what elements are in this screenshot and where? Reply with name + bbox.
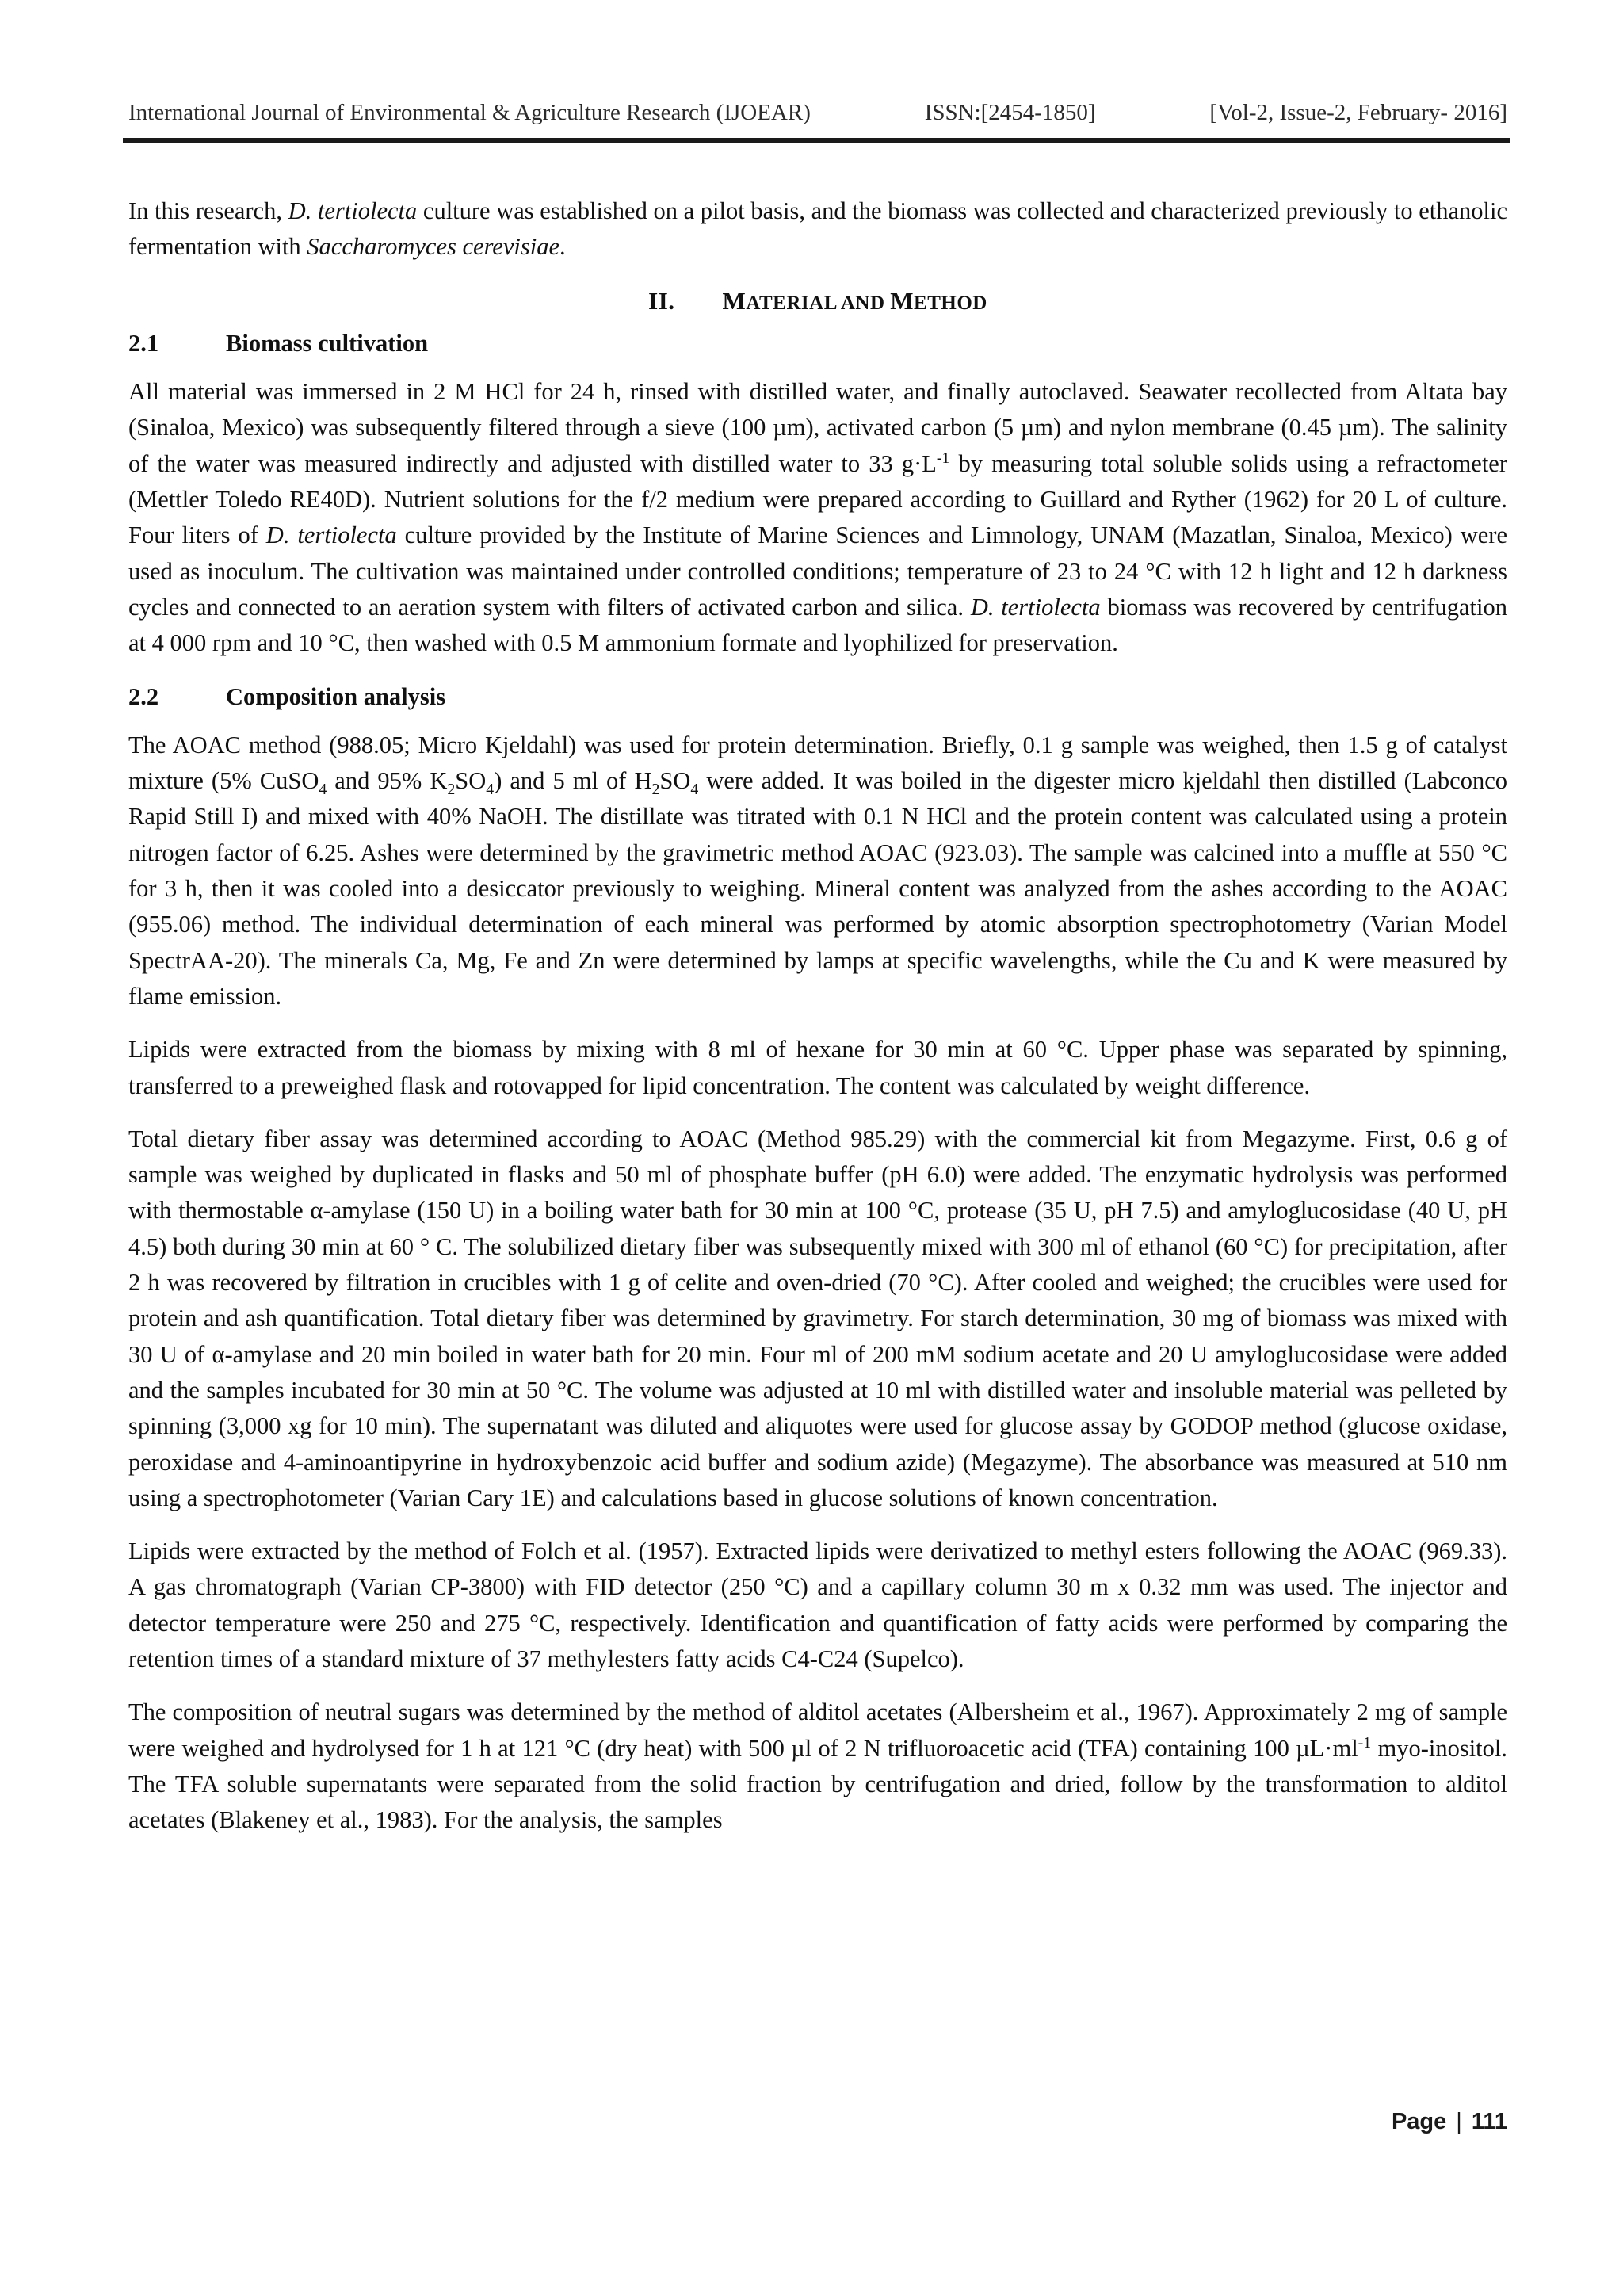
volume-issue: [Vol-2, Issue-2, February- 2016] <box>1209 100 1507 125</box>
subsection-title: Biomass cultivation <box>226 329 429 357</box>
issn: ISSN:[2454-1850] <box>924 100 1096 125</box>
paragraph-biomass-cultivation: All material was immersed in 2 M HCl for 24 h, rinsed with distilled water, and finally autoclaved. Seawater recollected from Altata bay (Sinaloa, Mexico) was subsequently filtered through a sieve (100 µm), activated carbon (5 µm) and nylon membrane (0.45 µm). The salinity of the water was measured indirectly and adjusted with distilled water to 33 $g\cdot L^{-1}$ by measuring total soluble solids using a refractometer (Mettler Toledo RE40D). Nutrient solutions for the f/2 medium were prepared according to Guillard and Ryther (1962) for 20 L of culture. Four liters of D. tertiolecta culture provided by the Institute of Marine Sciences and Limnology, UNAM (Mazatlan, Sinaloa, Mexico) were used as inoculum. The cultivation was maintained under controlled conditions; temperature of 23 to 24 °C with 12 h light and 12 h darkness cycles and connected to an aeration system with filters of activated carbon and silica. D. tertiolecta biomass was recovered by centrifugation at 4 000 rpm and 10 °C, then washed with 0.5 M ammonium formate and lyophilized for preservation. <box>128 378 1507 657</box>
page-footer <box>1392 2109 1507 2135</box>
subsection-heading-2-1 <box>128 326 1507 361</box>
subsection-title: Composition analysis <box>226 682 446 710</box>
paragraph-fatty-acids: Lipids were extracted by the method of Folch et al. (1957). Extracted lipids were derivatized to methyl esters following the AOAC (969.33). A gas chromatograph (Varian CP-3800) with FID detector (250 °C) and a capillary column 30 m x 0.32 mm was used. The injector and detector temperature were 250 and 275 °C, respectively. Identification and quantification of fatty acids were performed by comparing the retention times of a standard mixture of 37 methylesters fatty acids C4-C24 (Supelco). <box>128 1538 1507 1672</box>
subsection-number: 2.2 <box>128 682 159 710</box>
running-header <box>128 100 1507 126</box>
journal-title: International Journal of Environmental & Agriculture Research (IJOEAR) <box>128 100 811 125</box>
page-label: Page <box>1391 2109 1447 2134</box>
paragraph-lipids: Lipids were extracted from the biomass by mixing with 8 ml of hexane for 30 min at 60 °C. Upper phase was separated by spinning, transferred to a preweighed flask and rotovapped for lipid concentration. The content was calculated by weight difference. <box>128 1036 1507 1099</box>
page-number: 111 <box>1471 2109 1507 2134</box>
page-body <box>128 193 1507 1855</box>
paragraph-neutral-sugars: The composition of neutral sugars was determined by the method of alditol acetates (Albersheim et al., 1967). Approximately 2 mg of sample were weighed and hydrolysed for 1 h at 121 °C (dry heat) with 500 µl of 2 N trifluoroacetic acid (TFA) containing 100 $\mu L\cdot ml^{-1}$ myo-inositol. The TFA soluble supernatants were separated from the solid fraction by centrifugation and dried, follow by the transformation to alditol acetates (Blakeney et al., 1983). For the analysis, the samples <box>128 1698 1507 1834</box>
section-heading: II. MATERIAL AND METHOD <box>648 286 987 315</box>
subsection-number: 2.1 <box>128 329 159 357</box>
paragraph-protein: The AOAC method (988.05; Micro Kjeldahl) was used for protein determination. Briefly, 0.1 g sample was weighed, then 1.5 g of catalyst mixture (5% CuSO$_4$ and 95% $K_2SO_4$) and 5 ml of $H_2SO_4$ were added. It was boiled in the digester micro kjeldahl then distilled (Labconco Rapid Still I) and mixed with 40% NaOH. The distillate was titrated with 0.1 N HCl and the protein content was calculated using a protein nitrogen factor of 6.25. Ashes were determined by the gravimetric method AOAC (923.03). The sample was calcined into a muffle at 550 °C for 3 h, then it was cooled into a desiccator previously to weighing. Mineral content was analyzed from the ashes according to the AOAC (955.06) method. The individual determination of each mineral was performed by atomic absorption spectrophotometry (Varian Model SpectrAA-20). The minerals Ca, Mg, Fe and Zn were determined by lamps at specific wavelengths, while the Cu and K were measured by flame emission. <box>128 731 1507 1010</box>
page-separator: | <box>1456 2109 1462 2134</box>
header-rule <box>123 138 1510 143</box>
intro-paragraph: In this research, D. tertiolecta culture was established on a pilot basis, and the biomass was collected and characterized previously to ethanolic fermentation with Saccharomyces cerevisiae. <box>128 197 1507 261</box>
paragraph-dietary-fiber: Total dietary fiber assay was determined according to AOAC (Method 985.29) with the commercial kit from Megazyme. First, 0.6 g of sample was weighed by duplicated in flasks and 50 ml of phosphate buffer (pH 6.0) were added. The enzymatic hydrolysis was performed with thermostable α-amylase (150 U) in a boiling water bath for 30 min at 100 °C, protease (35 U, pH 7.5) and amyloglucosidase (40 U, pH 4.5) both during 30 min at 60 ° C. The solubilized dietary fiber was subsequently mixed with 300 ml of ethanol (60 °C) for precipitation, after 2 h was recovered by filtration in crucibles with 1 g of celite and oven-dried (70 °C). After cooled and weighed; the crucibles were used for protein and ash quantification. Total dietary fiber was determined by gravimetry. For starch determination, 30 mg of biomass was mixed with 30 U of α-amylase and 20 min boiled in water bath for 20 min. Four ml of 200 mM sodium acetate and 20 U amyloglucosidase were added and the samples incubated for 30 min at 50 °C. The volume was adjusted at 10 ml with distilled water and insoluble material was pelleted by spinning (3,000 xg for 10 min). The supernatant was diluted and aliquotes were used for glucose assay by GODOP method (glucose oxidase, peroxidase and 4-aminoantipyrine in hydroxybenzoic acid buffer and sodium azide) (Megazyme). The absorbance was measured at 510 nm using a spectrophotometer (Varian Cary 1E) and calculations based in glucose solutions of known concentration. <box>128 1125 1507 1511</box>
subsection-heading-2-2 <box>128 679 1507 715</box>
section-number: II. <box>648 286 675 315</box>
